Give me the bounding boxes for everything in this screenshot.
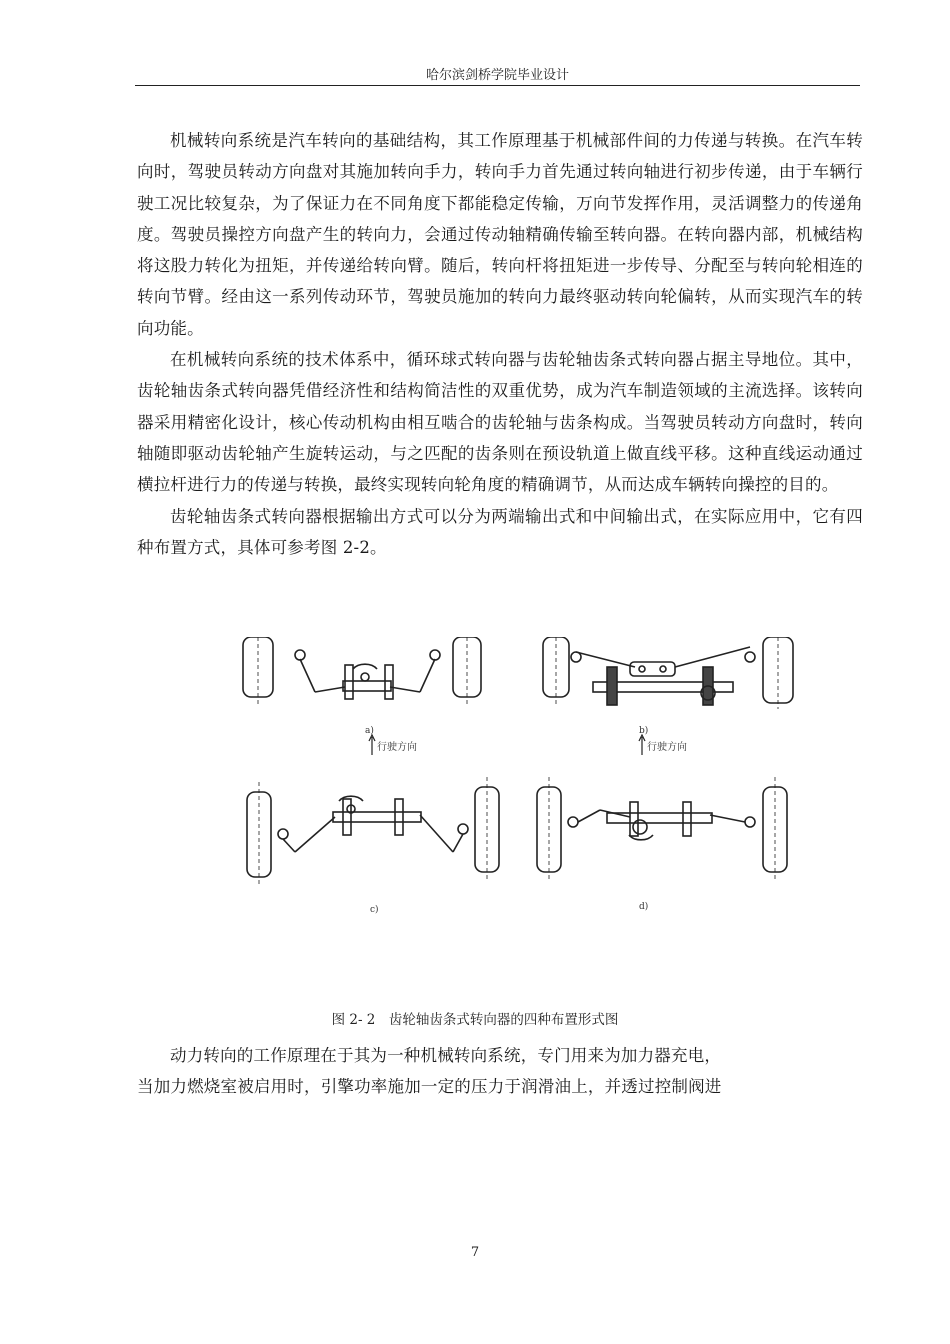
- direction-label-right: 行驶方向: [647, 742, 687, 753]
- panel-d-label: d): [639, 902, 649, 912]
- figure-caption: 图 2- 2 齿轮轴齿条式转向器的四种布置形式图: [331, 1012, 619, 1028]
- steering-layout-figure: [235, 637, 800, 927]
- panel-a-label: a): [365, 726, 374, 736]
- panel-c-diagram: [247, 777, 499, 887]
- page-number: 7: [470, 1245, 480, 1260]
- paragraph-1: 机械转向系统是汽车转向的基础结构，其工作原理基于机械部件间的力传递与转换。在汽车转向时，驾驶员转动方向盘对其施加转向手力，转向手力首先通过转向轴进行初步传递，由于车辆行驶工况比较复杂，为了保证力在不同角度下都能稳定传输，万向节发挥作用，灵活调整力的传递角度。驾驶员操控方向盘产生的转向力，会通过传动轴精确传输至转向器。在转向器内部，机械结构将这股力转化为扭矩，并传递给转向臂。随后，转向杆将扭矩进一步传导、分配至与转向轮相连的转向节臂。经由这一系列传动环节，驾驶员施加的转向力最终驱动转向轮偏转，从而实现汽车的转向功能。: [137, 131, 863, 338]
- continuation-line-1: 动力转向的工作原理在于其为一种机械转向系统，专门用来为加力器充电，: [170, 1046, 722, 1065]
- continuation-line-2: 当加力燃烧室被启用时，引擎功率施加一定的压力于润滑油上，并透过控制阀进: [137, 1077, 722, 1097]
- page-header: 哈尔滨剑桥学院毕业设计: [425, 68, 569, 83]
- paragraph-3: 齿轮轴齿条式转向器根据输出方式可以分为两端输出式和中间输出式，在实际应用中，它有四种布置方式，具体可参考图 2-2。: [137, 506, 863, 557]
- panel-b-label: b): [639, 726, 649, 736]
- body-text: [137, 125, 863, 563]
- panel-b-diagram: [543, 637, 793, 709]
- direction-label-left: 行驶方向: [377, 742, 417, 753]
- header-rule: [135, 85, 860, 86]
- panel-a-diagram: [243, 637, 481, 707]
- panel-d-diagram: [537, 777, 787, 882]
- continuation-text: [137, 1040, 863, 1103]
- paragraph-2: 在机械转向系统的技术体系中，循环球式转向器与齿轮轴齿条式转向器占据主导地位。其中，齿轮轴齿条式转向器凭借经济性和结构简洁性的双重优势，成为汽车制造领域的主流选择。该转向器采用精密化设计，核心传动机构由相互啮合的齿轮轴与齿条构成。当驾驶员转动方向盘时，转向轴随即驱动齿轮轴产生旋转运动，与之匹配的齿条则在预设轨道上做直线平移。这种直线运动通过横拉杆进行力的传递与转换，最终实现转向轮角度的精确调节，从而达成车辆转向操控的目的。: [137, 350, 863, 495]
- panel-c-label: c): [370, 905, 379, 915]
